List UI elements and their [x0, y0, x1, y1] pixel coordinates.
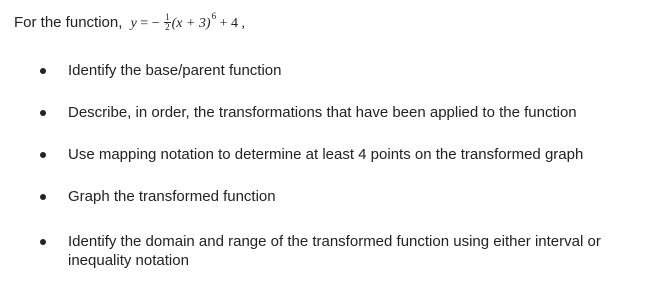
- formula-fraction: [164, 13, 171, 32]
- list-item-text: Describe, in order, the transformations that have been applied to the function: [68, 104, 577, 121]
- intro-line: [14, 10, 245, 37]
- formula-tail: + 4 ,: [219, 16, 246, 31]
- list-item-text: Use mapping notation to determine at least 4 points on the transformed graph: [68, 146, 584, 163]
- formula-equals: =: [140, 16, 149, 31]
- formula-exponent: 6: [211, 11, 217, 21]
- bullet-icon: [40, 110, 46, 116]
- list-item-text: Identify the base/parent function: [68, 62, 282, 79]
- formula-lhs: y: [130, 16, 137, 31]
- list-item: [40, 232, 640, 270]
- function-formula: [130, 11, 246, 33]
- bullet-icon: [40, 152, 46, 158]
- fraction-numerator: 1: [165, 12, 170, 23]
- bullet-icon: [40, 239, 46, 245]
- bullet-icon: [40, 194, 46, 200]
- list-item: [40, 103, 640, 122]
- intro-text: For the function,: [14, 14, 123, 31]
- bullet-icon: [40, 68, 46, 74]
- list-item-text: Identify the domain and range of the transformed function using either interval or inequality notation: [68, 233, 601, 269]
- formula-inner: (x + 3): [171, 16, 211, 31]
- list-item: [40, 187, 640, 206]
- list-item: [40, 145, 640, 164]
- list-item: [40, 61, 640, 80]
- list-item-text: Graph the transformed function: [68, 188, 276, 205]
- formula-sign: −: [151, 16, 160, 31]
- fraction-denominator: 2: [165, 22, 170, 33]
